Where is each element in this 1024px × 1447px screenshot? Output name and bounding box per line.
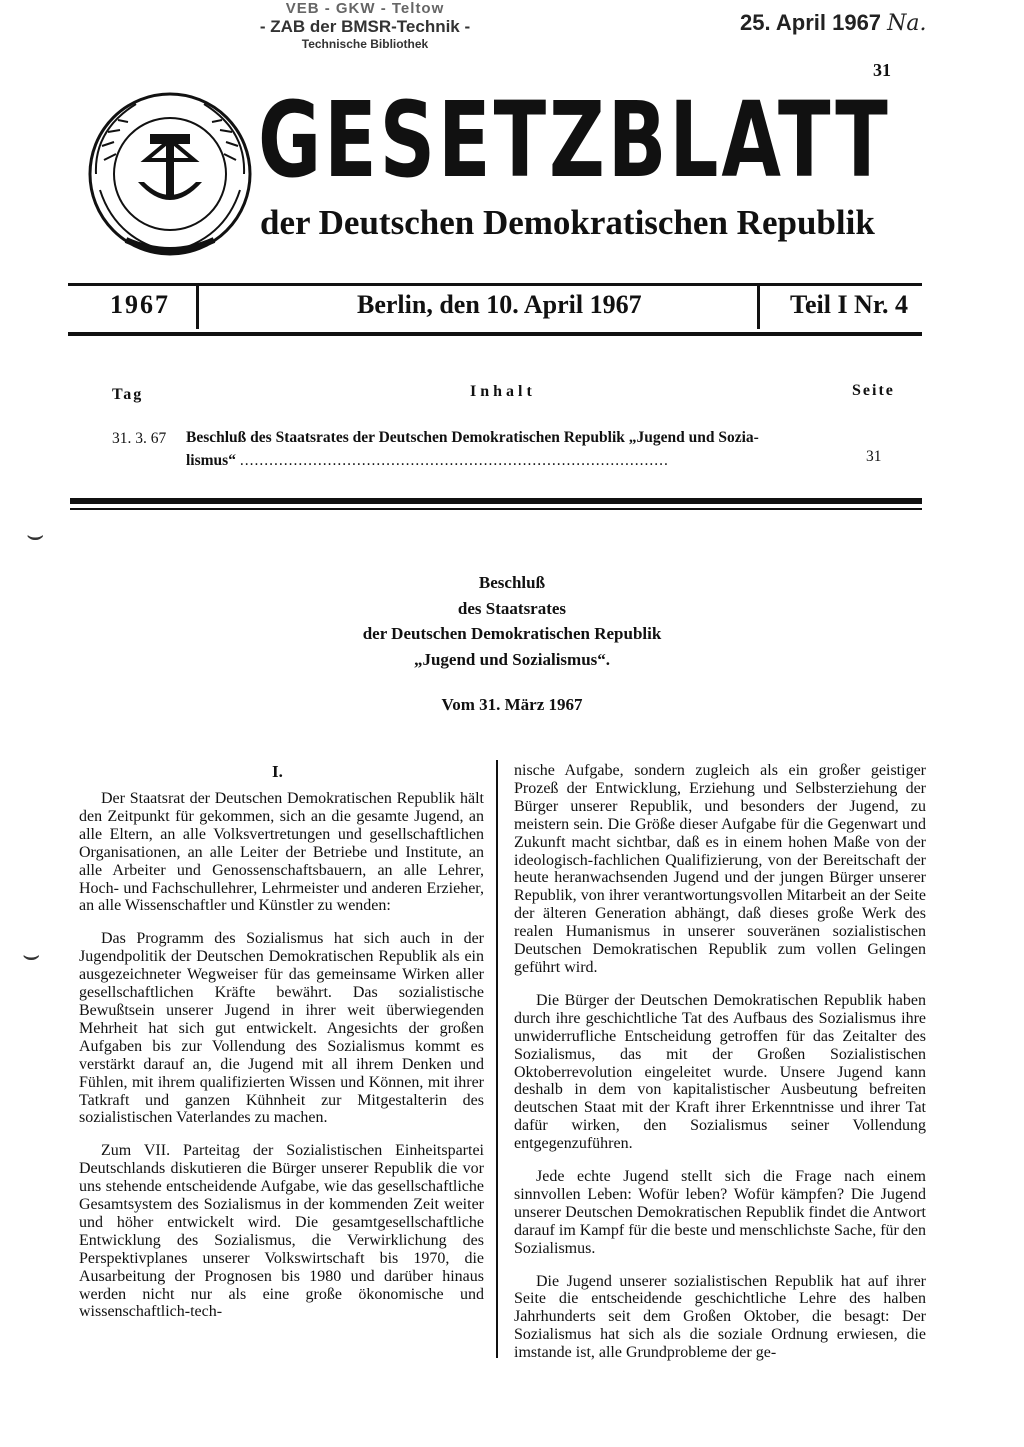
body-column-right [514,762,926,1377]
library-stamp [250,0,480,51]
decree-title-line: „Jugend und Sozialismus“. [413,650,611,669]
paragraph: Das Programm des Sozialismus hat sich auch in der Jugendpolitik der Deutschen Demokratischen Republik als ein ausgezeichneter Wegweiser für das gemeinsame Wirken aller gesellschaftlichen Kräfte bewährt. Das sozialistische Bewußtsein unserer Jugend in ihrer weit überwiegenden Mehrheit hat sich gut entwickelt. Angesichts der großen Aufgaben bis zur Vollendung des Sozialismus kommt es verstärkt darauf an, die Jugend mit all ihrem Denken und Fühlen, mit ihrem qualifizierten Wissen und Können, mit ihrer Tatkraft und ganzen Kühnheit zur Mitgestalterin des sozialistischen Vaterlandes zu machen. [79,930,484,1127]
issue-place-date: Berlin, den 10. April 1967 [357,290,642,319]
stamp-line-1: VEB - GKW - Teltow [285,0,445,17]
toc-entry-day: 31. 3. 67 [112,430,167,447]
stamp-line-3: Technische Bibliothek [301,37,429,51]
received-date: 25. April 1967 [740,10,882,35]
decree-date: Vom 31. März 1967 [441,695,583,714]
received-date-stamp [740,10,927,36]
issue-part-number: Teil I Nr. 4 [790,290,908,319]
divider [757,283,760,329]
decree-title-line: der Deutschen Demokratischen Republik [362,624,662,643]
section-number: I. [272,762,283,781]
gazette-subtitle: der Deutschen Demokratischen Republik [260,203,875,242]
state-emblem-icon [86,90,254,258]
stamp-line-2: - ZAB der BMSR-Technik - [259,17,471,36]
toc-entry-title: Beschluß des Staatsrates der Deutschen Demokratischen Republik „Jugend und Sozia- [186,429,759,446]
margin-mark: ⌣ [22,940,41,971]
column-divider [496,760,498,1358]
toc-content-header: Inhalt [470,383,536,400]
divider [196,283,199,329]
toc-page-header: Seite [852,382,895,399]
toc-entry-page: 31 [866,448,882,465]
toc-day-header: Tag [112,386,144,403]
paragraph: Zum VII. Parteitag der Sozialistischen Einheitspartei Deutschlands diskutieren die Bürger unserer Republik die vor uns stehende entscheidende Aufgabe, wie das gesellschaftliche Gesamtsystem des Sozialismus in der kommenden Zeit weiter und höher entwickelt wird. Die gesamtgesellschaftliche Entwicklung des Sozialismus, die Verwirklichung des Perspektivplanes unserer Volkswirtschaft bis 1970, die Ausarbeitung der Prognosen bis 1980 und darüber hinaus werden nicht nur als eine große ökonomische und wissenschaftlich-tech- [79,1142,484,1321]
paragraph: Jede echte Jugend stellt sich die Frage nach einem sinnvollen Leben: Wofür leben? Wofür kämpfen? Die Jugend unserer Deutschen Demokratischen Republik findet die Antwort darauf im Kampf für die beste und menschlichste Sache, für den Sozialismus. [514,1168,926,1257]
paragraph: Die Bürger der Deutschen Demokratischen Republik haben durch ihre geschichtliche Tat des Aufbaus des Sozialismus ihre unwiderrufliche Entscheidung getroffen für das Zeitalter des Sozialismus, das mit der Großen Sozialistischen Oktoberrevolution eingeleitet wurde. Unsere Jugend kann deshalb in dem von kapitalistischer Ausbeutung befreiten deutschen Staat mit der Kraft ihrer Erkenntnisse und ihrer Tat dafür wirken, den Sozialismus seiner Vollendung entgegenzuführen. [514,991,926,1153]
section-rule [70,498,922,504]
toc-entry-title-line2: lismus“ [186,452,236,469]
margin-mark: ⌣ [26,520,45,551]
toc-entry-title-cont [186,452,826,470]
decree-title-line: Beschluß [478,573,546,592]
decree-title-line: des Staatsrates [457,599,567,618]
initials: Na. [887,11,927,36]
toc-leader: ........................................................................................ [239,452,669,469]
page-number: 31 [873,60,891,80]
paragraph: Der Staatsrat der Deutschen Demokratischen Republik hält den Zeitpunkt für gekommen, sich an die gesamte Jugend, an alle Eltern, an alle Volksvertretungen und gesellschaftlichen Organisationen, an alle Leiter der Betriebe und Institute, an alle Arbeiter und Genossenschaftsbauern, an alle Lehrer, Hoch- und Fachschullehrer, Lehrmeister und anderen Erzieher, an alle Wissenschaftler und Künstler zu wenden: [79,790,484,915]
gazette-title: GESETZBLATT [258,79,891,201]
issue-year: 1967 [110,290,170,319]
paragraph: nische Aufgabe, sondern zugleich als ein großer geistiger Prozeß der Entwicklung, Erziehung und Selbsterziehung der Bürger unserer Republik, und besonders der Jugend, zu meistern sein. Die Größe dieser Aufgabe für die Gegenwart und Zukunft macht sichtbar, daß es in einem hohen Maße von der ideologisch-fachlichen Qualifizierung, von der Bereitschaft der heute heranwachsenden Jugend und der jungen Bürger unserer Republik, von ihrer verantwortungsvollen Mitarbeit an der Seite der älteren Generation abhängt, daß dieses große Werk des realen Humanismus in unserer souveränen sozialistischen Deutschen Demokratischen Republik zum vollen Gelingen geführt wird. [514,762,926,976]
body-column-left [79,790,484,1336]
paragraph: Die Jugend unserer sozialistischen Republik hat auf ihrer Seite die entscheidende geschichtliche Lehre des halben Jahrhunderts seit dem Großen Oktober, die besagt: Der Sozialismus hat sich als die soziale Ordnung erwiesen, die imstande ist, alle Grundprobleme der ge- [514,1272,926,1362]
section-rule [70,508,922,510]
